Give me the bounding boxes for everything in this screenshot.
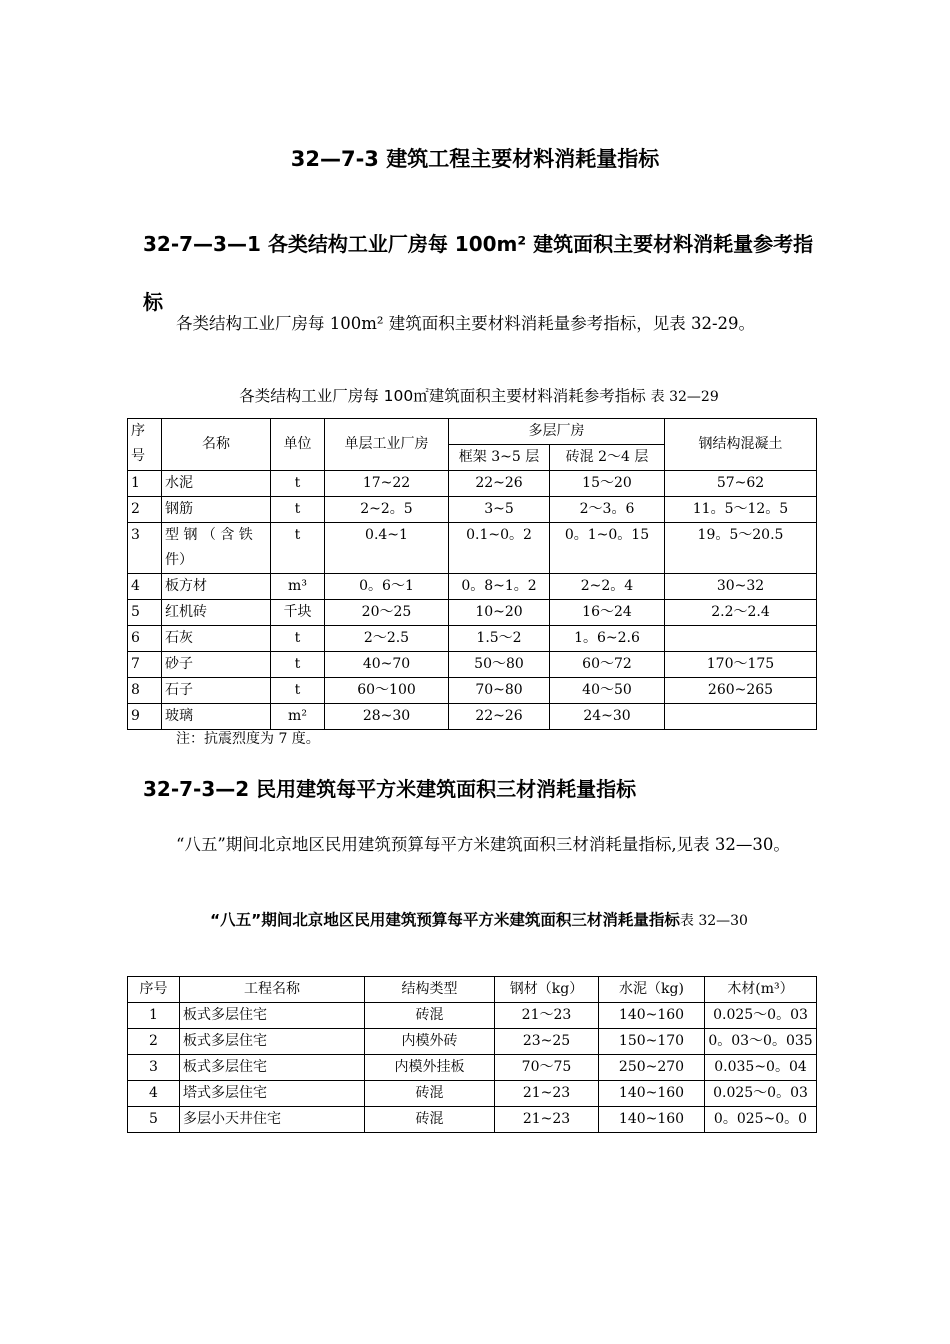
cell-frame: 10~20 xyxy=(449,600,550,626)
cell-brick: 2~2。4 xyxy=(550,574,665,600)
header-cell: 木材(m³） xyxy=(705,977,817,1003)
cell-no: 1 xyxy=(128,1003,180,1029)
cell-no: 6 xyxy=(128,626,162,652)
table-number: 表 32—30 xyxy=(679,913,748,929)
table-caption-1 xyxy=(143,380,815,413)
cell-no: 1 xyxy=(128,471,162,497)
table-row xyxy=(128,497,817,523)
caption-text: “八五”期间北京地区民用建筑预算每平方米建筑面积三材消耗量指标 xyxy=(210,911,680,929)
cell-no: 2 xyxy=(128,1029,180,1055)
cell-steel-concrete: 19。5～20.5 xyxy=(665,523,817,574)
materials-table-industrial xyxy=(127,418,817,730)
cell-project-name: 板式多层住宅 xyxy=(180,1003,365,1029)
cell-wood: 0.025～0。03 xyxy=(705,1003,817,1029)
header-name: 名称 xyxy=(162,419,271,471)
cell-no: 9 xyxy=(128,704,162,730)
document-title: 32—7-3 建筑工程主要材料消耗量指标 xyxy=(290,147,660,171)
cell-no: 3 xyxy=(128,1055,180,1081)
header-single-storey: 单层工业厂房 xyxy=(325,419,449,471)
cell-cement: 140~160 xyxy=(599,1081,705,1107)
cell-steel: 70～75 xyxy=(495,1055,599,1081)
cell-cement: 250~270 xyxy=(599,1055,705,1081)
cell-frame: 0.1~0。2 xyxy=(449,523,550,574)
table-row xyxy=(128,1003,817,1029)
cell-steel-concrete xyxy=(665,704,817,730)
cell-brick: 15～20 xyxy=(550,471,665,497)
cell-unit: m² xyxy=(271,704,325,730)
table-row xyxy=(128,678,817,704)
cell-single-storey: 0.4~1 xyxy=(325,523,449,574)
cell-steel-concrete: 2.2～2.4 xyxy=(665,600,817,626)
cell-wood: 0.035~0。04 xyxy=(705,1055,817,1081)
table-header-row xyxy=(128,977,817,1003)
cell-frame: 22~26 xyxy=(449,704,550,730)
cell-unit: m³ xyxy=(271,574,325,600)
cell-steel: 23~25 xyxy=(495,1029,599,1055)
table-row xyxy=(128,600,817,626)
cell-brick: 60～72 xyxy=(550,652,665,678)
cell-steel: 21~23 xyxy=(495,1081,599,1107)
cell-name: 玻璃 xyxy=(162,704,271,730)
cell-cement: 140~160 xyxy=(599,1107,705,1133)
cell-steel-concrete: 11。5～12。5 xyxy=(665,497,817,523)
cell-no: 4 xyxy=(128,1081,180,1107)
cell-unit: t xyxy=(271,497,325,523)
caption-text: 各类结构工业厂房每 100㎡建筑面积主要材料消耗参考指标 xyxy=(239,387,646,405)
table-number: 表 32—29 xyxy=(650,389,719,405)
cell-name: 砂子 xyxy=(162,652,271,678)
cell-structure-type: 砖混 xyxy=(365,1003,495,1029)
cell-single-storey: 2~2。5 xyxy=(325,497,449,523)
cell-brick: 2～3。6 xyxy=(550,497,665,523)
section-heading-2: 32-7-3—2 民用建筑每平方米建筑面积三材消耗量指标 xyxy=(143,777,637,801)
cell-single-storey: 0。6～1 xyxy=(325,574,449,600)
cell-frame: 50～80 xyxy=(449,652,550,678)
section-heading-1: 32-7—3—1 各类结构工业厂房每 100m² 建筑面积主要材料消耗量参考指标 xyxy=(143,232,814,314)
cell-name: 石子 xyxy=(162,678,271,704)
cell-no: 5 xyxy=(128,1107,180,1133)
header-cell: 序号 xyxy=(128,977,180,1003)
cell-steel-concrete: 57~62 xyxy=(665,471,817,497)
table-row xyxy=(128,523,817,574)
header-cell: 工程名称 xyxy=(180,977,365,1003)
header-cell: 水泥（kg) xyxy=(599,977,705,1003)
table-row xyxy=(128,1107,817,1133)
cell-wood: 0.025～0。03 xyxy=(705,1081,817,1107)
cell-name: 型 钢 （ 含 铁 件） xyxy=(162,523,271,574)
cell-unit: t xyxy=(271,626,325,652)
table-header-row xyxy=(128,419,817,445)
cell-brick: 40～50 xyxy=(550,678,665,704)
cell-no: 7 xyxy=(128,652,162,678)
cell-name: 红机砖 xyxy=(162,600,271,626)
cell-brick: 24~30 xyxy=(550,704,665,730)
cell-frame: 3~5 xyxy=(449,497,550,523)
cell-name: 钢筋 xyxy=(162,497,271,523)
cell-frame: 1.5～2 xyxy=(449,626,550,652)
cell-structure-type: 砖混 xyxy=(365,1081,495,1107)
cell-structure-type: 内模外挂板 xyxy=(365,1055,495,1081)
cell-cement: 140~160 xyxy=(599,1003,705,1029)
table-row xyxy=(128,471,817,497)
cell-single-storey: 40~70 xyxy=(325,652,449,678)
cell-no: 5 xyxy=(128,600,162,626)
cell-unit: t xyxy=(271,471,325,497)
table-note: 注：抗震烈度为 7 度。 xyxy=(176,731,320,747)
cell-single-storey: 2～2.5 xyxy=(325,626,449,652)
table-row xyxy=(128,1029,817,1055)
cell-project-name: 塔式多层住宅 xyxy=(180,1081,365,1107)
cell-steel-concrete: 30~32 xyxy=(665,574,817,600)
cell-wood: 0。03～0。035 xyxy=(705,1029,817,1055)
cell-no: 3 xyxy=(128,523,162,574)
cell-single-storey: 17~22 xyxy=(325,471,449,497)
cell-steel-concrete xyxy=(665,626,817,652)
cell-project-name: 多层小天井住宅 xyxy=(180,1107,365,1133)
table-row xyxy=(128,652,817,678)
cell-single-storey: 60～100 xyxy=(325,678,449,704)
header-cell: 结构类型 xyxy=(365,977,495,1003)
cell-frame: 0。8~1。2 xyxy=(449,574,550,600)
cell-unit: t xyxy=(271,523,325,574)
header-cell: 钢材（kg） xyxy=(495,977,599,1003)
cell-single-storey: 28~30 xyxy=(325,704,449,730)
cell-unit: t xyxy=(271,678,325,704)
header-brick: 砖混 2～4 层 xyxy=(550,445,665,471)
cell-no: 2 xyxy=(128,497,162,523)
cell-frame: 22~26 xyxy=(449,471,550,497)
cell-frame: 70~80 xyxy=(449,678,550,704)
header-seq: 序号 xyxy=(128,419,162,471)
materials-table-residential xyxy=(127,976,817,1133)
cell-brick: 0。1~0。15 xyxy=(550,523,665,574)
cell-cement: 150~170 xyxy=(599,1029,705,1055)
cell-no: 8 xyxy=(128,678,162,704)
header-unit: 单位 xyxy=(271,419,325,471)
cell-steel-concrete: 260~265 xyxy=(665,678,817,704)
cell-steel: 21~23 xyxy=(495,1107,599,1133)
table-row xyxy=(128,1055,817,1081)
header-steel-concrete: 钢结构混凝土 xyxy=(665,419,817,471)
cell-single-storey: 20～25 xyxy=(325,600,449,626)
cell-brick: 1。6~2.6 xyxy=(550,626,665,652)
table-caption-2 xyxy=(143,900,815,941)
header-multi-storey: 多层厂房 xyxy=(449,419,665,445)
table-row xyxy=(128,1081,817,1107)
cell-project-name: 板式多层住宅 xyxy=(180,1029,365,1055)
cell-project-name: 板式多层住宅 xyxy=(180,1055,365,1081)
cell-unit: 千块 xyxy=(271,600,325,626)
cell-structure-type: 内模外砖 xyxy=(365,1029,495,1055)
cell-unit: t xyxy=(271,652,325,678)
cell-structure-type: 砖混 xyxy=(365,1107,495,1133)
header-frame: 框架 3~5 层 xyxy=(449,445,550,471)
cell-name: 板方材 xyxy=(162,574,271,600)
cell-name: 水泥 xyxy=(162,471,271,497)
table-row xyxy=(128,574,817,600)
cell-name: 石灰 xyxy=(162,626,271,652)
cell-no: 4 xyxy=(128,574,162,600)
table-row xyxy=(128,626,817,652)
cell-steel: 21～23 xyxy=(495,1003,599,1029)
cell-brick: 16～24 xyxy=(550,600,665,626)
cell-steel-concrete: 170～175 xyxy=(665,652,817,678)
table-row xyxy=(128,704,817,730)
section-paragraph-1: 各类结构工业厂房每 100m² 建筑面积主要材料消耗量参考指标，见表 32-29。 xyxy=(176,314,756,333)
section-paragraph-2: “八五”期间北京地区民用建筑预算每平方米建筑面积三材消耗量指标,见表 32—30。 xyxy=(176,835,790,854)
cell-wood: 0。025~0。0 xyxy=(705,1107,817,1133)
